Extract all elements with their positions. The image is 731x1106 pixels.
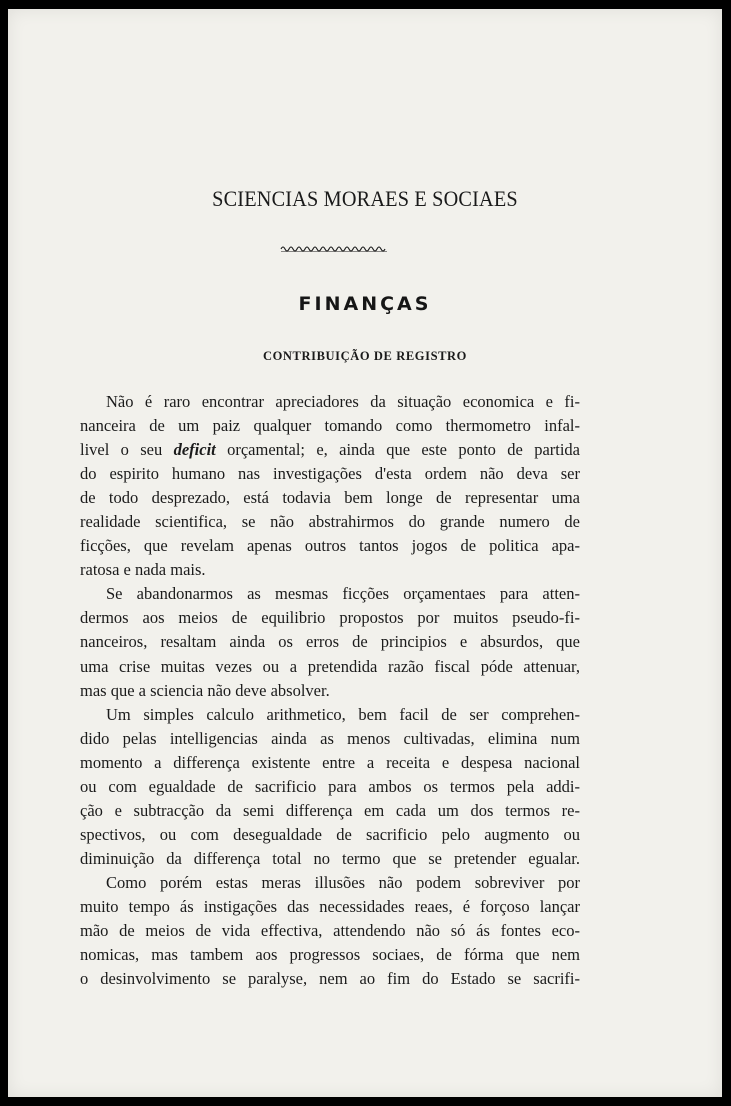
text-line: ou com egualdade de sacrificio para ambos os termos pela addi-	[80, 776, 580, 796]
text-line: uma crise muitas vezes ou a pretendida razão fiscal póde attenuar,	[80, 656, 580, 676]
text-line: ficções, que revelam apenas outros tantos jogos de politica apa-	[80, 536, 580, 556]
text-line: nomicas, mas tambem aos progressos sociaes, de fórma que nem	[80, 945, 580, 965]
emphasis-deficit: deficit	[173, 440, 216, 460]
wave-rule-ornament	[279, 244, 389, 254]
text-line: mão de meios de vida effectiva, attendendo não só ás fontes eco-	[80, 921, 580, 941]
text-line: dido pelas intelligencias ainda as menos cultivadas, elimina num	[80, 728, 580, 748]
text-line: o desinvolvimento se paralyse, nem ao fim do Estado se sacrifi-	[80, 969, 580, 989]
text-line: momento a differença existente entre a receita e despesa nacional	[80, 752, 580, 772]
text-line: do espirito humano nas investigações d'esta ordem não deva ser	[80, 464, 580, 484]
text-line: muito tempo ás instigações das necessidades reaes, é forçoso lançar	[80, 896, 580, 916]
text-line: livel o seu deficit orçamental; e, ainda que este ponto de partida	[80, 440, 580, 460]
text-line: Como porém estas meras illusões não podem sobreviver por	[106, 872, 580, 892]
document-page	[8, 9, 722, 1097]
section-title: SCIENCIAS MORAES E SOCIAES	[212, 186, 518, 211]
text-line: ção e subtracção da semi differença em cada um dos termos re-	[80, 800, 580, 820]
text-line: Não é raro encontrar apreciadores da situação economica e fi-	[106, 392, 580, 411]
text-line: spectivos, ou com desegualdade de sacrificio pelo augmento ou	[80, 824, 580, 844]
text-line: de todo desprezado, está todavia bem longe de representar uma	[80, 488, 580, 508]
text-line: realidade scientifica, se não abstrahirmos do grande numero de	[80, 512, 580, 532]
text-line: Um simples calculo arithmetico, bem facil de ser comprehen-	[106, 704, 580, 724]
text-line: nanceiros, resaltam ainda os erros de principios e absurdos, que	[80, 632, 580, 652]
subject-title: FINANÇAS	[298, 293, 432, 315]
text-line: ratosa e nada mais.	[80, 560, 206, 580]
subsection-title: CONTRIBUIÇÃO DE REGISTRO	[262, 349, 468, 363]
text-line: Se abandonarmos as mesmas ficções orçamentaes para atten-	[106, 584, 580, 604]
text-line: nanceira de um paiz qualquer tomando como thermometro infal-	[80, 416, 580, 436]
text-line: mas que a sciencia não deve absolver.	[80, 680, 330, 700]
body-text	[80, 390, 580, 991]
text-line: diminuição da differença total no termo que se pretender egualar.	[80, 848, 580, 868]
text-line: dermos aos meios de equilibrio propostos por muitos pseudo-fi-	[80, 608, 580, 628]
